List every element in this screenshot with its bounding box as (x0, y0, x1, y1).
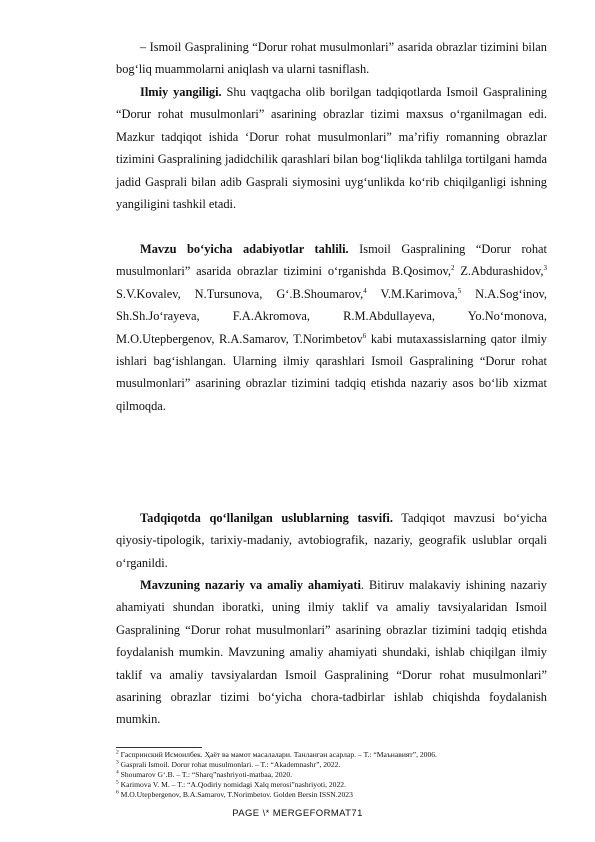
paragraph-literature-review: Mavzu bo‘yicha adabiyotlar tahlili. Ismoil Gaspralining “Dorur rohat musulmonlari” asarida obrazlar tizimini o‘rganishda B.Qosimov,$^2$ Z.Abdurashidov,$^3$ S.V.Kovalev, N.Tursunova, G‘.B.Shoumarov,$^4$ V.M.Karimova,$^5$ N.A.Sog‘inov, Sh.Sh.Jo‘rayeva, F.A.Akromova, R.M.Abdullayeva, Yo.No‘monova, M.O.Utepbergenov, R.A.Samarov, T.Norimbetov$^6$ kabi mutaxassislarning qator ilmiy ishlari bag‘ishlangan. Ularning ilmiy qarashlari Ismoil Gaspralining “Dorur rohat musulmonlari” asarining obrazlar tizimini tadqiq etishda nazariy asos bo‘lib xizmat qilmoqda. (116, 242, 547, 413)
footnote-separator (116, 747, 202, 748)
section-heading-methods: Tadqiqotda qo‘llanilgan uslublarning tasvifi. (140, 511, 393, 525)
section-heading-significance: Mavzuning nazariy va amaliy ahamiyati (140, 578, 361, 592)
section-heading-literature: Mavzu bo‘yicha adabiyotlar tahlili. (140, 242, 349, 256)
footnote-ref-2[interactable]: 2 (451, 264, 455, 273)
footnote-ref-3[interactable]: 3 (543, 264, 547, 273)
footnote-ref-4[interactable]: 4 (363, 286, 367, 295)
footnote-5: $^5$ Karimova V. M. – T.: “A.Qodiriy nomidagi Xalq merosi”nashriyoti, 2022. (116, 779, 346, 789)
footnote-ref-6[interactable]: 6 (362, 331, 367, 340)
page-footer-field: PAGE \* MERGEFORMAT71 (232, 808, 363, 819)
footnote-3: $^3$ Gasprali Ismoil. Dorur rohat musulmonlari. – T.: “Akademnashr”, 2022. (116, 759, 341, 769)
footnote-4: $^4$ Shoumarov G‘.B. – T.: “Sharq”nashriyoti-matbaa, 2020. (116, 769, 293, 779)
section-heading-novelty: Ilmiy yangiligi. (140, 85, 222, 99)
paragraph-significance: Mavzuning nazariy va amaliy ahamiyati. Bitiruv malakaviy ishining nazariy ahamiyati shundan iboratki, uning ilmiy taklif va amaliy tavsiyalaridan Ismoil Gaspralining “Dorur rohat musulmonlari” asarining obrazlar tizimini tadqiq etishda foydalanish mumkin. Mavzuning amaliy ahamiyati shundaki, ishlab chiqilgan ilmiy taklif va amaliy tavsiyalardan Ismoil Gaspralining “Dorur rohat musulmonlari” asarining obrazlar tizimi bo‘yicha chora-tadbirlar ishlab chiqishda foydalanish mumkin. (116, 578, 547, 727)
paragraph-scientific-novelty: Ilmiy yangiligi. Shu vaqtgacha olib borilgan tadqiqotlarda Ismoil Gaspralining “Dorur rohat musulmonlari” asarining obrazlar tizimi maxsus o‘rganilmagan edi. Mazkur tadqiqot ishida ‘Dorur rohat musulmonlari” ma’rifiy romanning obrazlar tizimini Gaspralining jadidchilik qarashlari bilan bog‘liqlikda tahlilga tortilgani hamda jadid Gasprali bilan adib Gasprali siymosini uyg‘unlikda ko‘rib chiqilganligi ishning yangiligini tashkil etadi. (116, 85, 547, 212)
footnote-6: $^6$ M.O.Utepbergenov, B.A.Samarov, T.Norimbetov. Golden Bersin ISSN.2023 (116, 789, 353, 799)
paragraph-task-item: – Ismoil Gaspralining “Dorur rohat musulmonlari” asarida obrazlar tizimini bilan bog‘liq muammolarni aniqlash va ularni tasniflash. (116, 40, 547, 77)
footnote-2: $^2$ Гаспринский Исмоилбек. Ҳаёт ва мамот масалалари. Танланган асарлар. – Т.: “Маънавият”, 2006. (116, 749, 437, 759)
footnote-ref-5[interactable]: 5 (457, 286, 462, 295)
paragraph-methods: Tadqiqotda qo‘llanilgan uslublarning tasvifi. Tadqiqot mavzusi bo‘yicha qiyosiy-tipologik, tarixiy-madaniy, avtobiografik, nazariy, geografik uslublar orqali o‘rganildi. (116, 511, 547, 570)
